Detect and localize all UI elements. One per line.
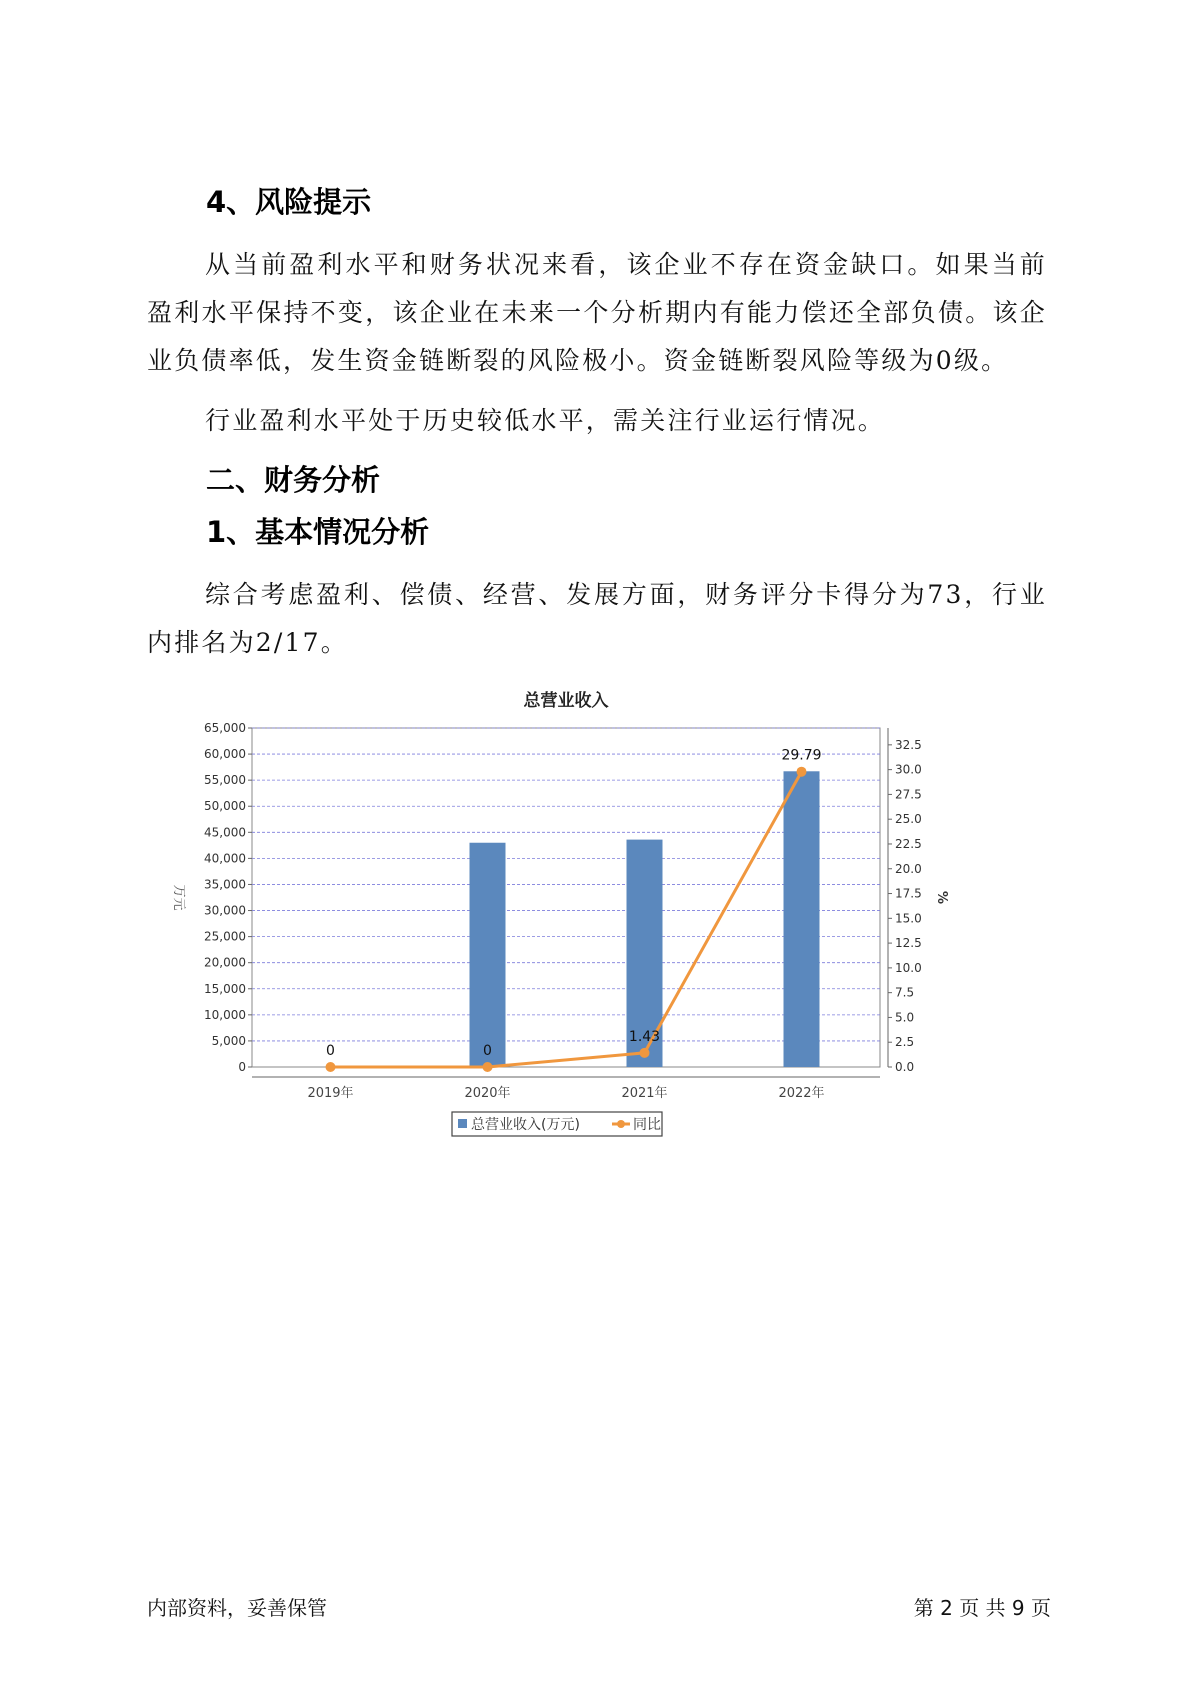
- y-tick-label: 65,000: [204, 721, 246, 735]
- y2-tick-label: 5.0: [895, 1010, 915, 1025]
- y2-tick-label: 20.0: [895, 861, 922, 876]
- financial-analysis-heading: 二、财务分析: [206, 463, 381, 497]
- revenue-bar: [784, 771, 820, 1067]
- legend-line-label: 同比: [633, 1117, 661, 1133]
- revenue-chart: [170, 680, 970, 1160]
- y-tick-label: 5,000: [211, 1033, 246, 1048]
- x-tick-label: 2020年: [464, 1086, 511, 1101]
- y-axis-title: 万元: [171, 884, 186, 911]
- y-tick-label: 40,000: [204, 851, 246, 866]
- yoy-data-label: 0: [483, 1043, 492, 1059]
- yoy-point: [797, 767, 807, 777]
- y2-tick-label: 30.0: [895, 762, 922, 777]
- revenue-bar: [470, 843, 506, 1067]
- footer-confidential: 内部资料，妥善保管: [147, 1596, 327, 1620]
- x-tick-label: 2021年: [621, 1086, 668, 1101]
- risk-paragraph: 从当前盈利水平和财务状况来看，该企业不存在资金缺口。如果当前盈利水平保持不变，该企业在未来一个分析期内有能力偿还全部负债。该企业负债率低，发生资金链断裂的风险极小。资金链断裂风险等级为0级。: [147, 250, 1047, 375]
- y2-tick-label: 22.5: [895, 836, 922, 851]
- score-paragraph: 综合考虑盈利、偿债、经营、发展方面，财务评分卡得分为73，行业内排名为2/17。: [147, 580, 1047, 657]
- yoy-data-label: 29.79: [781, 747, 822, 764]
- y2-tick-label: 0.0: [895, 1060, 915, 1074]
- yoy-point: [483, 1062, 493, 1072]
- y-tick-label: 35,000: [204, 877, 246, 892]
- x-tick-label: 2022年: [778, 1086, 825, 1101]
- legend-bar-swatch: [458, 1119, 467, 1128]
- basic-analysis-heading: 1、基本情况分析: [206, 515, 430, 549]
- y-tick-label: 10,000: [204, 1007, 246, 1022]
- y2-tick-label: 10.0: [895, 960, 922, 975]
- yoy-line: [331, 772, 802, 1067]
- yoy-data-label: 1.43: [628, 1028, 661, 1045]
- y-tick-label: 25,000: [204, 929, 246, 944]
- y-tick-label: 30,000: [204, 903, 246, 918]
- revenue-chart-svg: [170, 680, 970, 1160]
- y2-tick-label: 7.5: [895, 985, 915, 1000]
- yoy-point: [326, 1062, 336, 1072]
- y-tick-label: 0: [238, 1060, 246, 1074]
- y-tick-label: 15,000: [204, 981, 246, 996]
- y2-tick-label: 27.5: [895, 787, 922, 802]
- y-tick-label: 45,000: [204, 825, 246, 840]
- y2-tick-label: 15.0: [895, 911, 922, 926]
- footer-page-number: 第 2 页 共 9 页: [913, 1596, 1051, 1620]
- y-tick-label: 55,000: [204, 773, 246, 788]
- legend-bar-label: 总营业收入(万元): [471, 1117, 580, 1133]
- industry-paragraph: 行业盈利水平处于历史较低水平，需关注行业运行情况。: [205, 406, 886, 435]
- chart-title: 总营业收入: [523, 691, 609, 711]
- y2-tick-label: 2.5: [895, 1035, 915, 1050]
- risk-heading: 4、风险提示: [206, 185, 372, 219]
- y2-tick-label: 25.0: [895, 812, 922, 827]
- y2-tick-label: 12.5: [895, 936, 922, 951]
- y-tick-label: 60,000: [204, 747, 246, 762]
- y2-axis-title: %: [934, 890, 949, 905]
- y-tick-label: 50,000: [204, 799, 246, 814]
- y2-tick-label: 17.5: [895, 886, 922, 901]
- yoy-data-label: 0: [326, 1043, 335, 1059]
- legend-line-marker: [617, 1120, 625, 1128]
- y2-tick-label: 32.5: [895, 737, 922, 752]
- y-tick-label: 20,000: [204, 955, 246, 970]
- yoy-point: [640, 1048, 650, 1058]
- x-tick-label: 2019年: [307, 1086, 354, 1101]
